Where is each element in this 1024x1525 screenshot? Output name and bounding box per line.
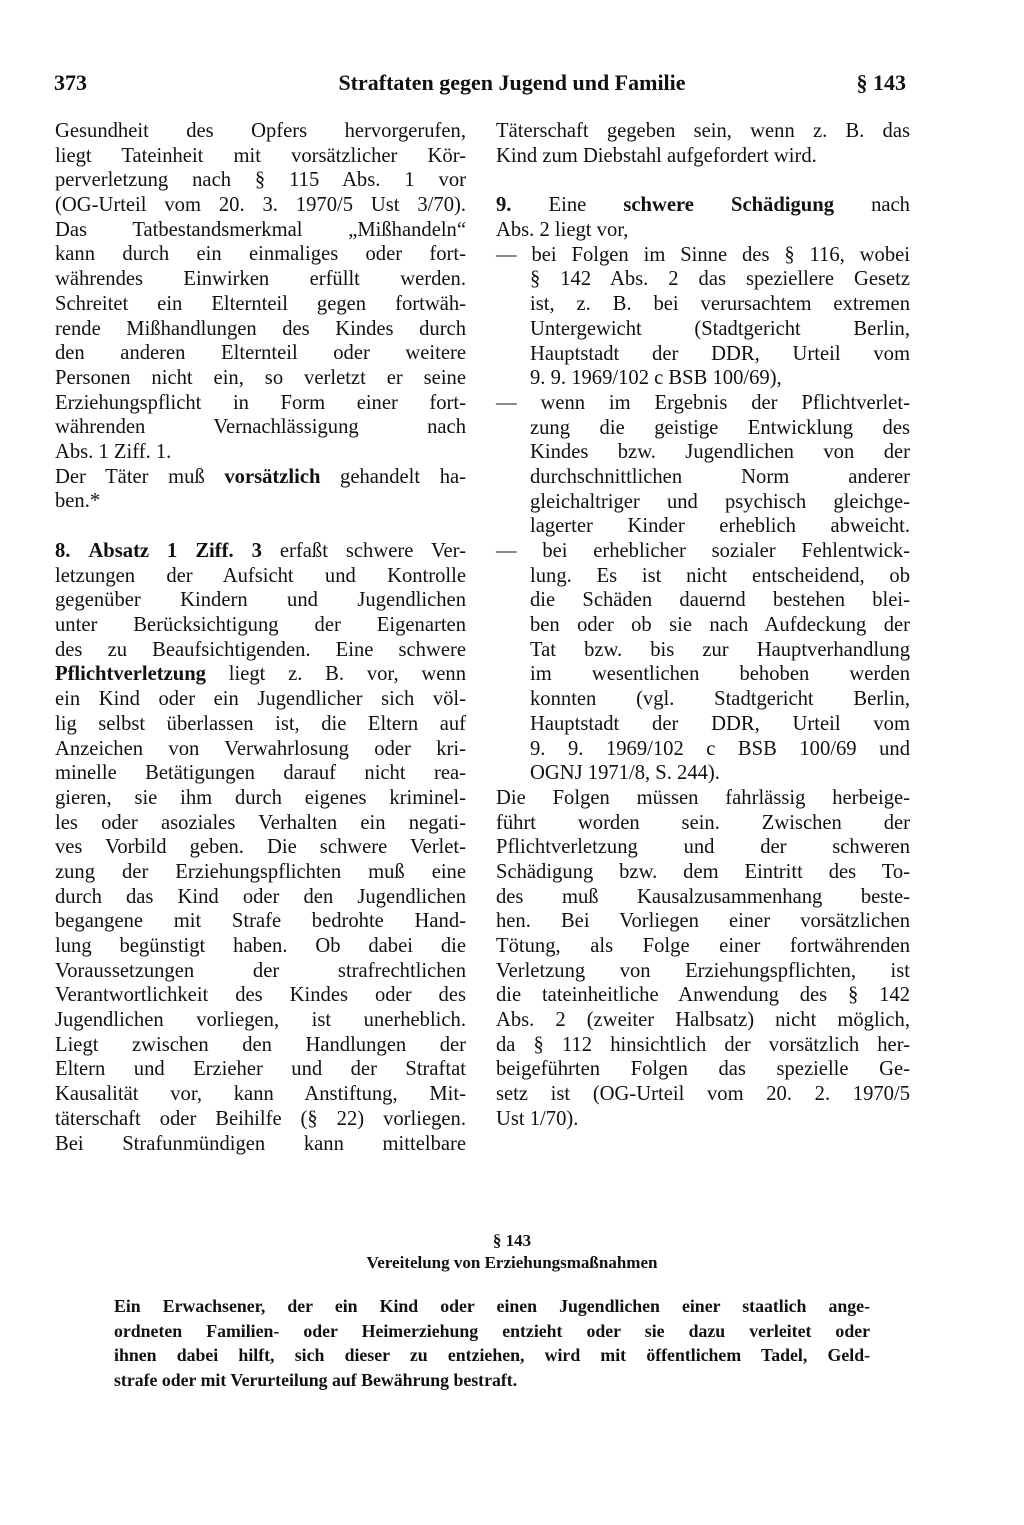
text-line: unter Berücksichtigung der Eigenarten	[55, 614, 466, 637]
list-item-line: — wenn im Ergebnis der Pflichtverlet-	[496, 391, 910, 414]
list-item-line: lung. Es ist nicht entscheidend, ob	[530, 564, 910, 587]
list-item-line: Kindes bzw. Jugendlichen von der	[530, 441, 910, 464]
list-item-line: § 142 Abs. 2 das speziellere Gesetz	[530, 268, 910, 291]
text-line: Pflichtverletzung und der schweren	[496, 836, 910, 859]
text-line: Kausalität vor, kann Anstiftung, Mit-	[55, 1083, 466, 1106]
list-item-line: im wesentlichen behoben werden	[530, 663, 910, 686]
list-item-line: die Schäden dauernd bestehen blei-	[530, 589, 910, 612]
text-line: Tötung, als Folge einer fortwährenden	[496, 935, 910, 957]
text-line: Kind zum Diebstahl aufgefordert wird.	[496, 144, 817, 167]
text-line: den anderen Elternteil oder weitere	[55, 342, 466, 365]
right-column	[496, 119, 910, 1132]
text-line: Gesundheit des Opfers hervorgerufen,	[55, 120, 466, 142]
text-line: ves Vorbild geben. Die schwere Verlet-	[55, 836, 466, 859]
bold-term: schwere Schädigung	[623, 194, 835, 217]
text-line: Eltern und Erzieher und der Straftat	[55, 1058, 466, 1081]
text-line: Das Tatbestandsmerkmal „Mißhandeln“	[55, 218, 466, 241]
list-item-line: 9. 9. 1969/102 c BSB 100/69 und	[530, 737, 910, 760]
text-line: gieren, sie ihm durch eigenes kriminel-	[55, 786, 466, 809]
section-number: § 143	[492, 1231, 532, 1250]
list-item-line: — bei erheblicher sozialer Fehlentwick-	[496, 540, 910, 562]
text-line: hen. Bei Vorliegen einer vorsätzlichen	[496, 910, 910, 933]
text-line: durch das Kind oder den Jugendlichen	[55, 885, 466, 908]
law-text-line: ordneten Familien- oder Heimerziehung entzieht oder sie dazu verleitet oder	[114, 1320, 870, 1341]
running-title: Straftaten gegen Jugend und Familie	[338, 70, 686, 95]
text-line: führt worden sein. Zwischen der	[496, 811, 910, 834]
paragraph-gap	[55, 514, 466, 539]
paragraph-gap	[496, 168, 910, 193]
text-line: da § 112 hinsichtlich der vorsätzlich her-	[496, 1033, 910, 1056]
text-line: 9. Eine schwere Schädigung nach	[496, 194, 910, 217]
text-line: Abs. 1 Ziff. 1.	[55, 440, 172, 463]
text-line: Liegt zwischen den Handlungen der	[55, 1033, 466, 1056]
law-text-line: strafe oder mit Verurteilung auf Bewährung bestraft.	[114, 1369, 518, 1390]
text-line: ben.*	[55, 490, 101, 513]
list-item-line: zung die geistige Entwicklung des	[530, 416, 910, 439]
text-line: täterschaft oder Beihilfe (§ 22) vorliegen.	[55, 1107, 466, 1130]
paragraph-number: 9.	[496, 194, 512, 217]
text-line: Täterschaft gegeben sein, wenn z. B. das	[496, 120, 910, 142]
text-line: Schreitet ein Elternteil gegen fortwäh-	[55, 292, 466, 315]
list-item-line: Untergewicht (Stadtgericht Berlin,	[530, 317, 910, 340]
text-line: lung begünstigt haben. Ob dabei die	[55, 935, 466, 957]
list-item-line: Tat bzw. bis zur Hauptverhandlung	[530, 638, 910, 661]
bold-term: vorsätzlich	[224, 465, 321, 488]
text-line: letzungen der Aufsicht und Kontrolle	[55, 564, 466, 587]
text-line: Anzeichen von Verwahrlosung oder kri-	[55, 737, 466, 760]
text-line: Abs. 2 liegt vor,	[496, 219, 629, 242]
running-header	[0, 70, 1024, 110]
section-marker: § 143	[856, 70, 906, 95]
text-line: die tateinheitliche Anwendung des § 142	[496, 984, 910, 1007]
list-item-line: konnten (vgl. Stadtgericht Berlin,	[530, 688, 910, 711]
text-line: kann durch ein einmaliges oder fort-	[55, 243, 466, 266]
list-item-line: Hauptstadt der DDR, Urteil vom	[530, 712, 910, 735]
text-line: Personen nicht ein, so verletzt er seine	[55, 366, 466, 389]
text-line: Pflichtverletzung liegt z. B. vor, wenn	[55, 663, 466, 686]
text-line: perverletzung nach § 115 Abs. 1 vor	[55, 169, 466, 192]
text-line: Bei Strafunmündigen kann mittelbare	[55, 1132, 466, 1155]
bold-term: Absatz 1 Ziff. 3	[88, 540, 262, 562]
law-text-line: ihnen dabei hilft, sich dieser zu entziehen, wird mit öffentlichem Tadel, Geld-	[114, 1345, 870, 1366]
paragraph-number: 8.	[55, 540, 71, 562]
text-line: Verletzung von Erziehungspflichten, ist	[496, 959, 910, 982]
text-line: (OG-Urteil vom 20. 3. 1970/5 Ust 3/70).	[55, 194, 466, 217]
text-line: Schädigung bzw. dem Eintritt des To-	[496, 860, 910, 883]
text-line: Jugendlichen vorliegen, ist unerheblich.	[55, 1009, 466, 1032]
list-item-line: Hauptstadt der DDR, Urteil vom	[530, 342, 910, 365]
list-item-line: lagerter Kinder erheblich abweicht.	[530, 515, 910, 538]
text-line: währendes Einwirken erfüllt werden.	[55, 268, 466, 291]
law-text	[114, 1294, 870, 1392]
text-line: des zu Beaufsichtigenden. Eine schwere	[55, 638, 466, 661]
list-item-line: OGNJ 1971/8, S. 244).	[530, 762, 720, 785]
text-line: Die Folgen müssen fahrlässig herbeige-	[496, 786, 910, 809]
text-line: gegenüber Kindern und Jugendlichen	[55, 589, 466, 612]
page-number: 373	[54, 70, 87, 95]
law-text-line: Ein Erwachsener, der ein Kind oder einen Jugendlichen einer staatlich ange-	[114, 1296, 870, 1316]
left-column	[55, 119, 466, 1156]
text-line: rende Mißhandlungen des Kindes durch	[55, 317, 466, 340]
bold-term: Pflichtverletzung	[55, 663, 206, 686]
text-line: des muß Kausalzusammenhang beste-	[496, 885, 910, 908]
text-line: minelle Betätigungen darauf nicht rea-	[55, 762, 466, 785]
text-line: Ust 1/70).	[496, 1107, 579, 1130]
list-item-line: gleichaltriger und psychisch gleichge-	[530, 490, 910, 513]
text-line: ein Kind oder ein Jugendlicher sich völ-	[55, 688, 466, 711]
list-item-line: durchschnittlichen Norm anderer	[530, 465, 910, 488]
text-line: Voraussetzungen der strafrechtlichen	[55, 959, 466, 982]
section-title: Vereitelung von Erziehungsmaßnahmen	[366, 1253, 658, 1272]
text-line: währenden Vernachlässigung nach	[55, 416, 466, 439]
text-line: lig selbst überlassen ist, die Eltern auf	[55, 712, 466, 735]
list-item-line: ben oder ob sie nach Aufdeckung der	[530, 614, 910, 637]
text-line: liegt Tateinheit mit vorsätzlicher Kör-	[55, 144, 466, 167]
text-line: zung der Erziehungspflichten muß eine	[55, 860, 466, 883]
text-line: Verantwortlichkeit des Kindes oder des	[55, 984, 466, 1007]
list-item-line: — bei Folgen im Sinne des § 116, wobei	[496, 243, 910, 266]
text-line: Erziehungspflicht in Form einer fort-	[55, 391, 466, 414]
text-line: Der Täter muß vorsätzlich gehandelt ha-	[55, 465, 466, 488]
text-line: setz ist (OG-Urteil vom 20. 2. 1970/5	[496, 1083, 910, 1106]
text-line: 8. Absatz 1 Ziff. 3 erfaßt schwere Ver-	[55, 540, 466, 562]
text-line: Abs. 2 (zweiter Halbsatz) nicht möglich,	[496, 1009, 910, 1032]
text-line: beigeführten Folgen das spezielle Ge-	[496, 1058, 910, 1081]
list-item-line: ist, z. B. bei verursachtem extremen	[530, 293, 910, 316]
list-item-line: 9. 9. 1969/102 c BSB 100/69),	[530, 367, 782, 390]
text-line: begangene mit Strafe bedrohte Hand-	[55, 910, 466, 933]
text-line: les oder asoziales Verhalten ein negati-	[55, 811, 466, 834]
